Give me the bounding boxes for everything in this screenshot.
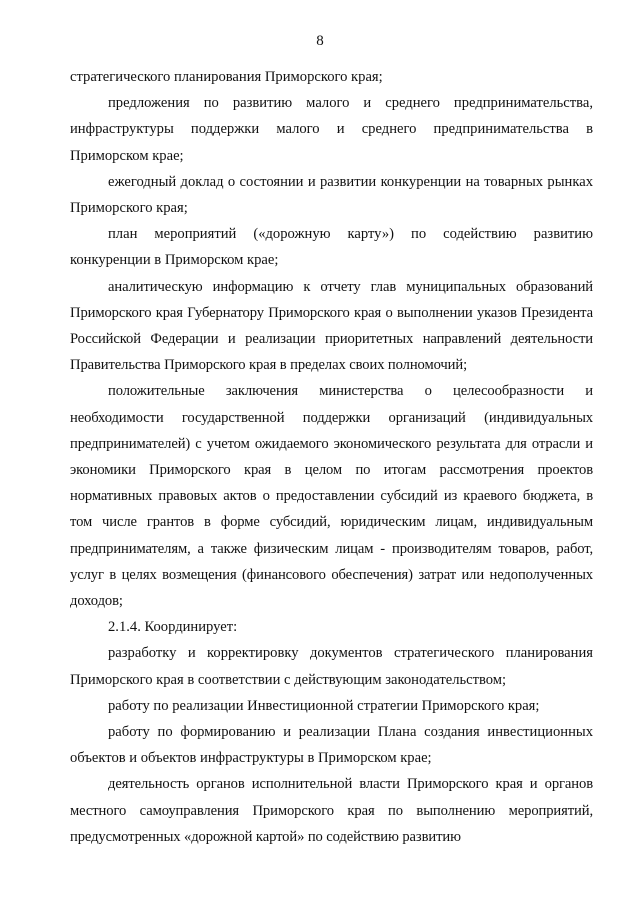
paragraph-authorities-activity: деятельность органов исполнительной власти Приморского края и органов местного самоуправления Приморского края по выполнению мероприятий, предусмотренных «дорожной картой» по содействию развитию	[70, 776, 593, 845]
paragraph-small-business-proposals: предложения по развитию малого и среднего предпринимательства, инфраструктуры поддержки малого и среднего предпринимательства в Приморском крае;	[70, 95, 593, 164]
paragraph-positive-conclusions: положительные заключения министерства о целесообразности и необходимости государственной поддержки организаций (индивидуальных предпринимателей) с учетом ожидаемого экономического результата для отрасли и экономики Приморского края в целом по итогам рассмотрения проектов нормативных правовых актов о предоставлении субсидий из краевого бюджета, в том числе грантов в форме субсидий, юридическим лицам, индивидуальным предпринимателям, а также физическим лицам - производителям товаров, работ, услуг в целях возмещения (финансового обеспечения) затрат или недополученных доходов;	[70, 383, 593, 610]
paragraph-investment-strategy: работу по реализации Инвестиционной стратегии Приморского края;	[108, 697, 540, 714]
paragraph-competition-report: ежегодный доклад о состоянии и развитии конкуренции на товарных рынках Приморского края;	[70, 173, 593, 217]
page-number: 8	[316, 33, 324, 49]
paragraph-investment-objects-plan: работу по формированию и реализации Плана создания инвестиционных объектов и объектов инфраструктуры в Приморском крае;	[70, 724, 593, 767]
paragraph-roadmap-plan: план мероприятий («дорожную карту») по содействию развитию конкуренции в Приморском крае;	[70, 226, 593, 269]
paragraph-strategic-documents: разработку и корректировку документов стратегического планирования Приморского края в соответствии с действующим законодательством;	[70, 645, 593, 688]
document-body	[70, 64, 593, 850]
paragraph-continuation: стратегического планирования Приморского края;	[70, 69, 383, 85]
section-heading-coordinates: 2.1.4. Координирует:	[108, 619, 238, 636]
paragraph-analytical-information: аналитическую информацию к отчету глав муниципальных образований Приморского края Губернатору Приморского края о выполнении указов Президента Российской Федерации и реализации приоритетных направлений деятельности Правительства Приморского края в пределах своих полномочий;	[70, 278, 593, 374]
